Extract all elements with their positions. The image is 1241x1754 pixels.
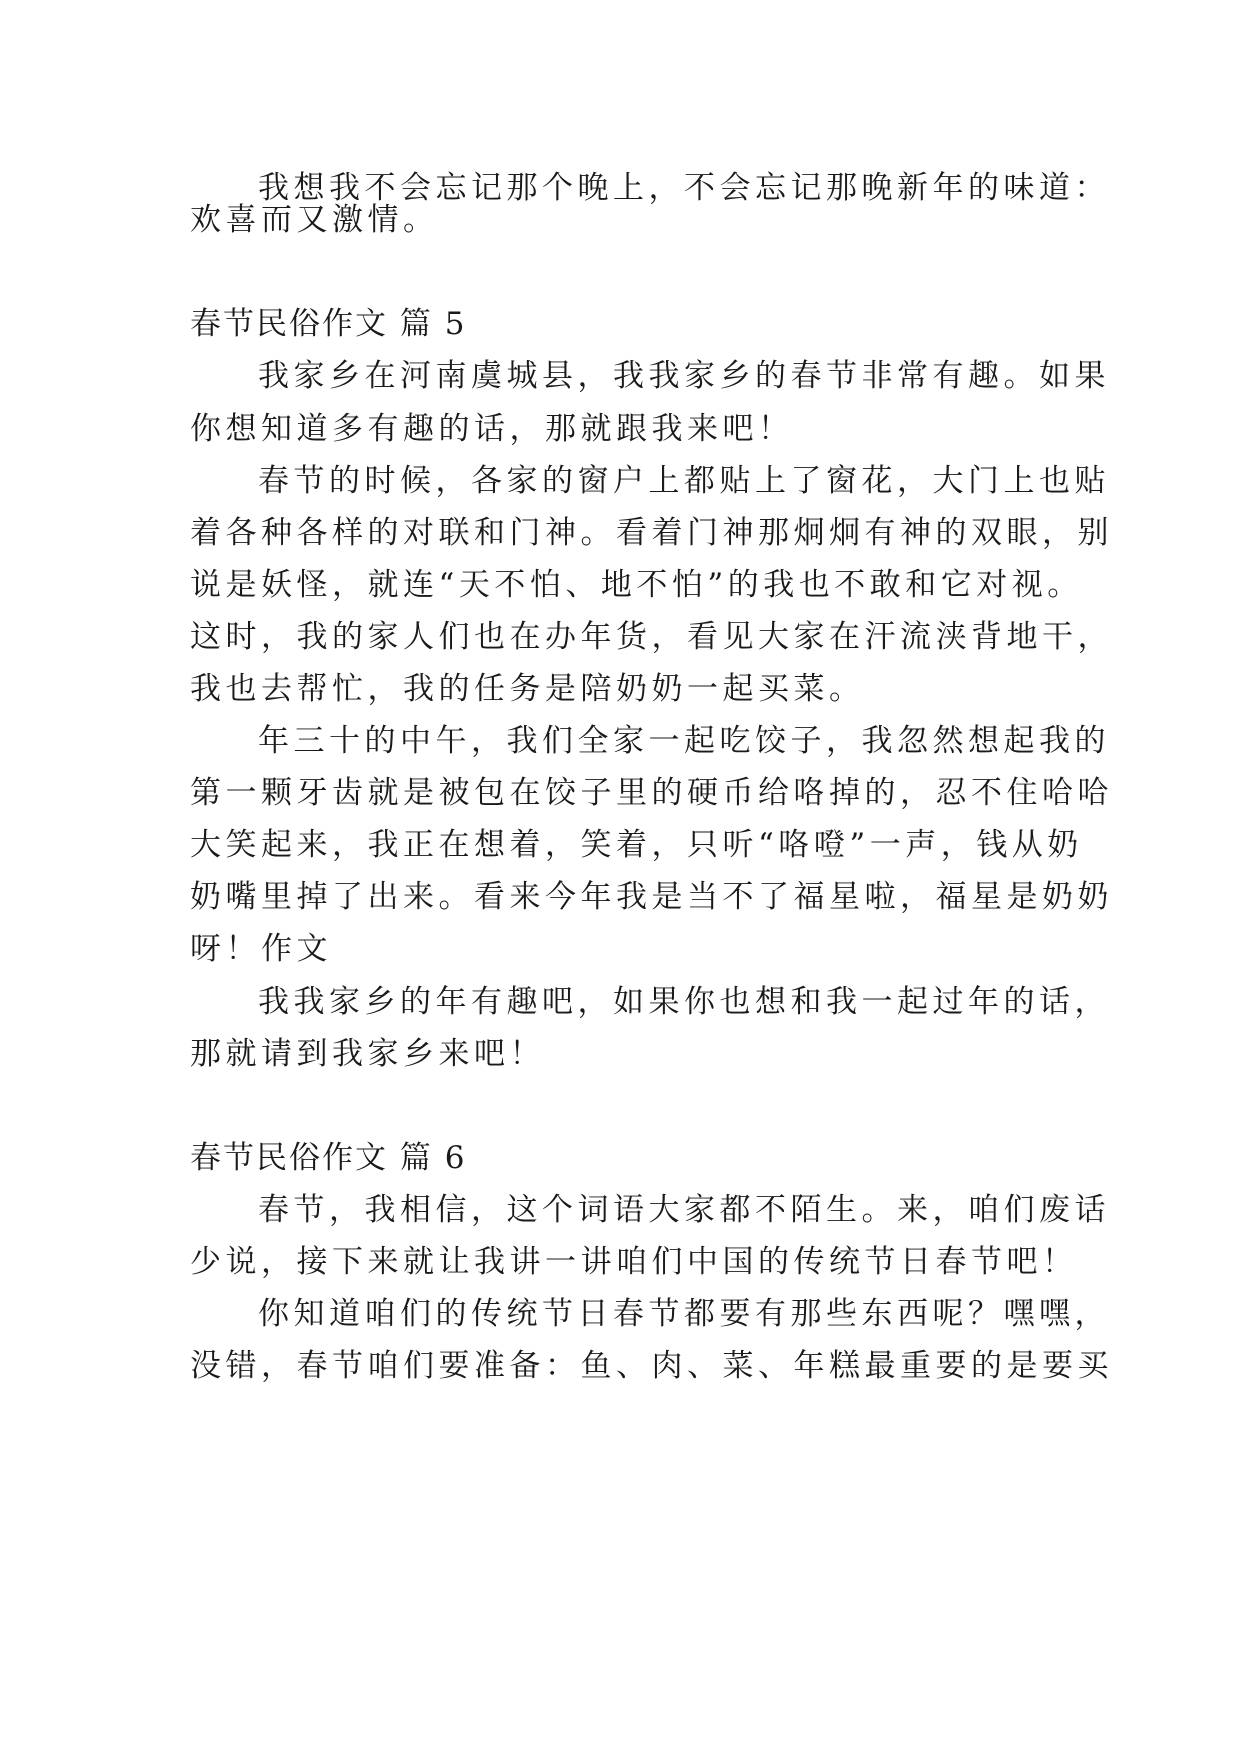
section-heading-6: 春节民俗作文 篇 6 bbox=[190, 1140, 467, 1176]
paragraph-line: 呀！作文 bbox=[190, 931, 332, 967]
paragraph-line: 少说，接下来就让我讲一讲咱们中国的传统节日春节吧！ bbox=[190, 1244, 1078, 1280]
paragraph-line: 你知道咱们的传统节日春节都要有那些东西呢？嘿嘿， bbox=[258, 1296, 1110, 1332]
paragraph-line: 我我家乡的年有趣吧，如果你也想和我一起过年的话， bbox=[258, 984, 1110, 1020]
paragraph-line: 春节的时候，各家的窗户上都贴上了窗花，大门上也贴 bbox=[258, 463, 1110, 499]
section-heading-5: 春节民俗作文 篇 5 bbox=[190, 306, 467, 342]
paragraph-line: 你想知道多有趣的话，那就跟我来吧！ bbox=[190, 411, 794, 447]
paragraph-line: 没错，春节咱们要准备：鱼、肉、菜、年糕最重要的是要买 bbox=[190, 1348, 1113, 1384]
paragraph-line: 我想我不会忘记那个晚上，不会忘记那晚新年的味道： bbox=[258, 170, 1110, 206]
paragraph-line: 欢喜而又激情。 bbox=[190, 202, 439, 238]
paragraph-line: 这时，我的家人们也在办年货，看见大家在汗流浃背地干， bbox=[190, 619, 1113, 655]
paragraph-line: 奶嘴里掉了出来。看来今年我是当不了福星啦，福星是奶奶 bbox=[190, 879, 1113, 915]
paragraph-line: 第一颗牙齿就是被包在饺子里的硬币给咯掉的，忍不住哈哈 bbox=[190, 775, 1113, 811]
paragraph-line: 那就请到我家乡来吧！ bbox=[190, 1036, 545, 1072]
paragraph-line: 我也去帮忙，我的任务是陪奶奶一起买菜。 bbox=[190, 671, 865, 707]
paragraph-line: 春节，我相信，这个词语大家都不陌生。来，咱们废话 bbox=[258, 1192, 1110, 1228]
paragraph-line: 大笑起来，我正在想着，笑着，只听“咯噔”一声，钱从奶 bbox=[190, 827, 1083, 863]
paragraph-line: 着各种各样的对联和门神。看着门神那炯炯有神的双眼，别 bbox=[190, 515, 1113, 551]
paragraph-line: 我家乡在河南虞城县，我我家乡的春节非常有趣。如果 bbox=[258, 358, 1110, 394]
paragraph-line: 年三十的中午，我们全家一起吃饺子，我忽然想起我的 bbox=[258, 723, 1110, 759]
paragraph-line: 说是妖怪，就连“天不怕、地不怕”的我也不敢和它对视。 bbox=[190, 567, 1083, 603]
